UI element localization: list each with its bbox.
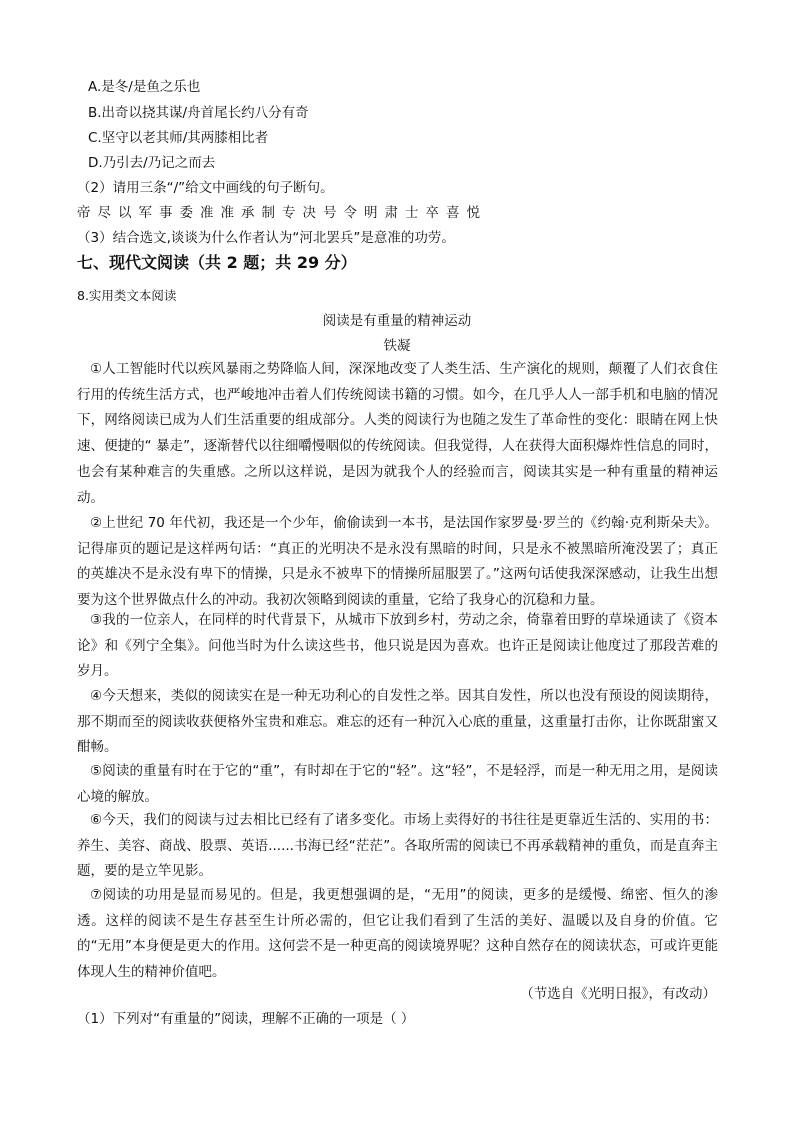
article-paragraph-1: ①人工智能时代以疾风暴雨之势降临人间，深深地改变了人类生活、生产演化的规则，颠覆了人们衣食住行用的传统生活方式，也严峻地冲击着人们传统阅读书籍的习惯。如今，在几乎人人一部手机和电脑的情况下，网络阅读已成为人们生活重要的组成部分。人类的阅读行为也随之发生了革命性的变化：眼睛在网上快速、便捷的“ 暴走”，逐渐替代以往细嚼慢咽似的传统阅读。但我觉得，人在获得大面积爆炸性信息的同时，也会有某种难言的失重感。之所以这样说，是因为就我个人的经验而言，阅读其实是一种有重量的精神运动。	[77, 361, 718, 506]
article-paragraph-5: ⑤阅读的重量有时在于它的“重”，有时却在于它的“轻”。这“轻”，不是轻浮，而是一种无用之用，是阅读心境的解放。	[77, 763, 718, 805]
section-item-label: 8.实用类文本阅读	[77, 288, 177, 303]
article-paragraph-7: ⑦阅读的功用是显而易见的。但是，我更想强调的是，“无用”的阅读，更多的是缓慢、绵密、恒久的渗透。这样的阅读不是生存甚至生计所必需的，但它让我们看到了生活的美好、温暖以及自身的价值。它的“无用”本身便是更大的作用。这何尝不是一种更高的阅读境界呢？这种自然存在的阅读状态，可或许更能体现人生的精神价值吧。	[77, 887, 718, 981]
article-paragraph-4: ④今天想来，类似的阅读实在是一种无功利心的自发性之举。因其自发性，所以也没有预设的阅读期待，那不期而至的阅读收获便格外宝贵和难忘。难忘的还有一种沉入心底的重量，这重量打击你，让你既甜蜜又酣畅。	[77, 688, 718, 756]
article-paragraph-3: ③我的一位亲人，在同样的时代背景下，从城市下放到乡村，劳动之余，倚靠着田野的草垛通读了《资本论》和《列宁全集》。问他当时为什么读这些书，他只说是因为喜欢。也许正是阅读让他度过了那段苦难的岁月。	[77, 612, 718, 680]
article-title: 阅读是有重量的精神运动	[322, 313, 472, 329]
section-heading: 七、现代文阅读（共 2 题；共 29 分）	[77, 253, 357, 272]
option-d: D.乃引去/乃记之而去	[88, 155, 216, 171]
question-2-prompt: （2）请用三条“/”给文中画线的句子断句。	[77, 180, 334, 196]
question-3-prompt: （3）结合选文,谈谈为什么作者认为“河北罢兵”是意准的功劳。	[77, 230, 455, 246]
option-b: B.出奇以挠其谋/舟首尾长约八分有奇	[88, 105, 309, 121]
question-next-prompt: （1）下列对“有重量的”阅读，理解不正确的一项是（ ）	[77, 1011, 415, 1027]
article-paragraph-2: ②上世纪 70 年代初，我还是一个少年，偷偷读到一本书，是法国作家罗曼·罗兰的《约翰·克利斯朵夫》。记得扉页的题记是这样两句话：“真正的光明决不是永没有黑暗的时间，只是永不被黑暗所淹没罢了；真正的英雄决不是永没有卑下的情操，只是永不被卑下的情操所屈服罢了。”这两句话使我深深感动，让我生出想要为这个世界做点什么的冲动。我初次领略到阅读的重量，它给了我身心的沉稳和力量。	[77, 515, 718, 609]
option-a: A.是冬/是鱼之乐也	[88, 79, 201, 95]
article-paragraph-6: ⑥今天，我们的阅读与过去相比已经有了诸多变化。市场上卖得好的书往往是更靠近生活的、实用的书：养生、美容、商战、股票、英语......书海已经“茫茫”。各取所需的阅读已不再承载精神的重负，而是直奔主题，要的是立竿见影。	[77, 812, 718, 880]
article-source: （节选自《光明日报》，有改动）	[520, 986, 716, 1002]
article-author: 铁凝	[383, 338, 411, 354]
question-2-sentence: 帝尽以军事委准准承制专决号令明肃士卒喜悦	[77, 205, 487, 221]
option-c: C.坚守以老其师/其两膝相比者	[88, 130, 269, 146]
